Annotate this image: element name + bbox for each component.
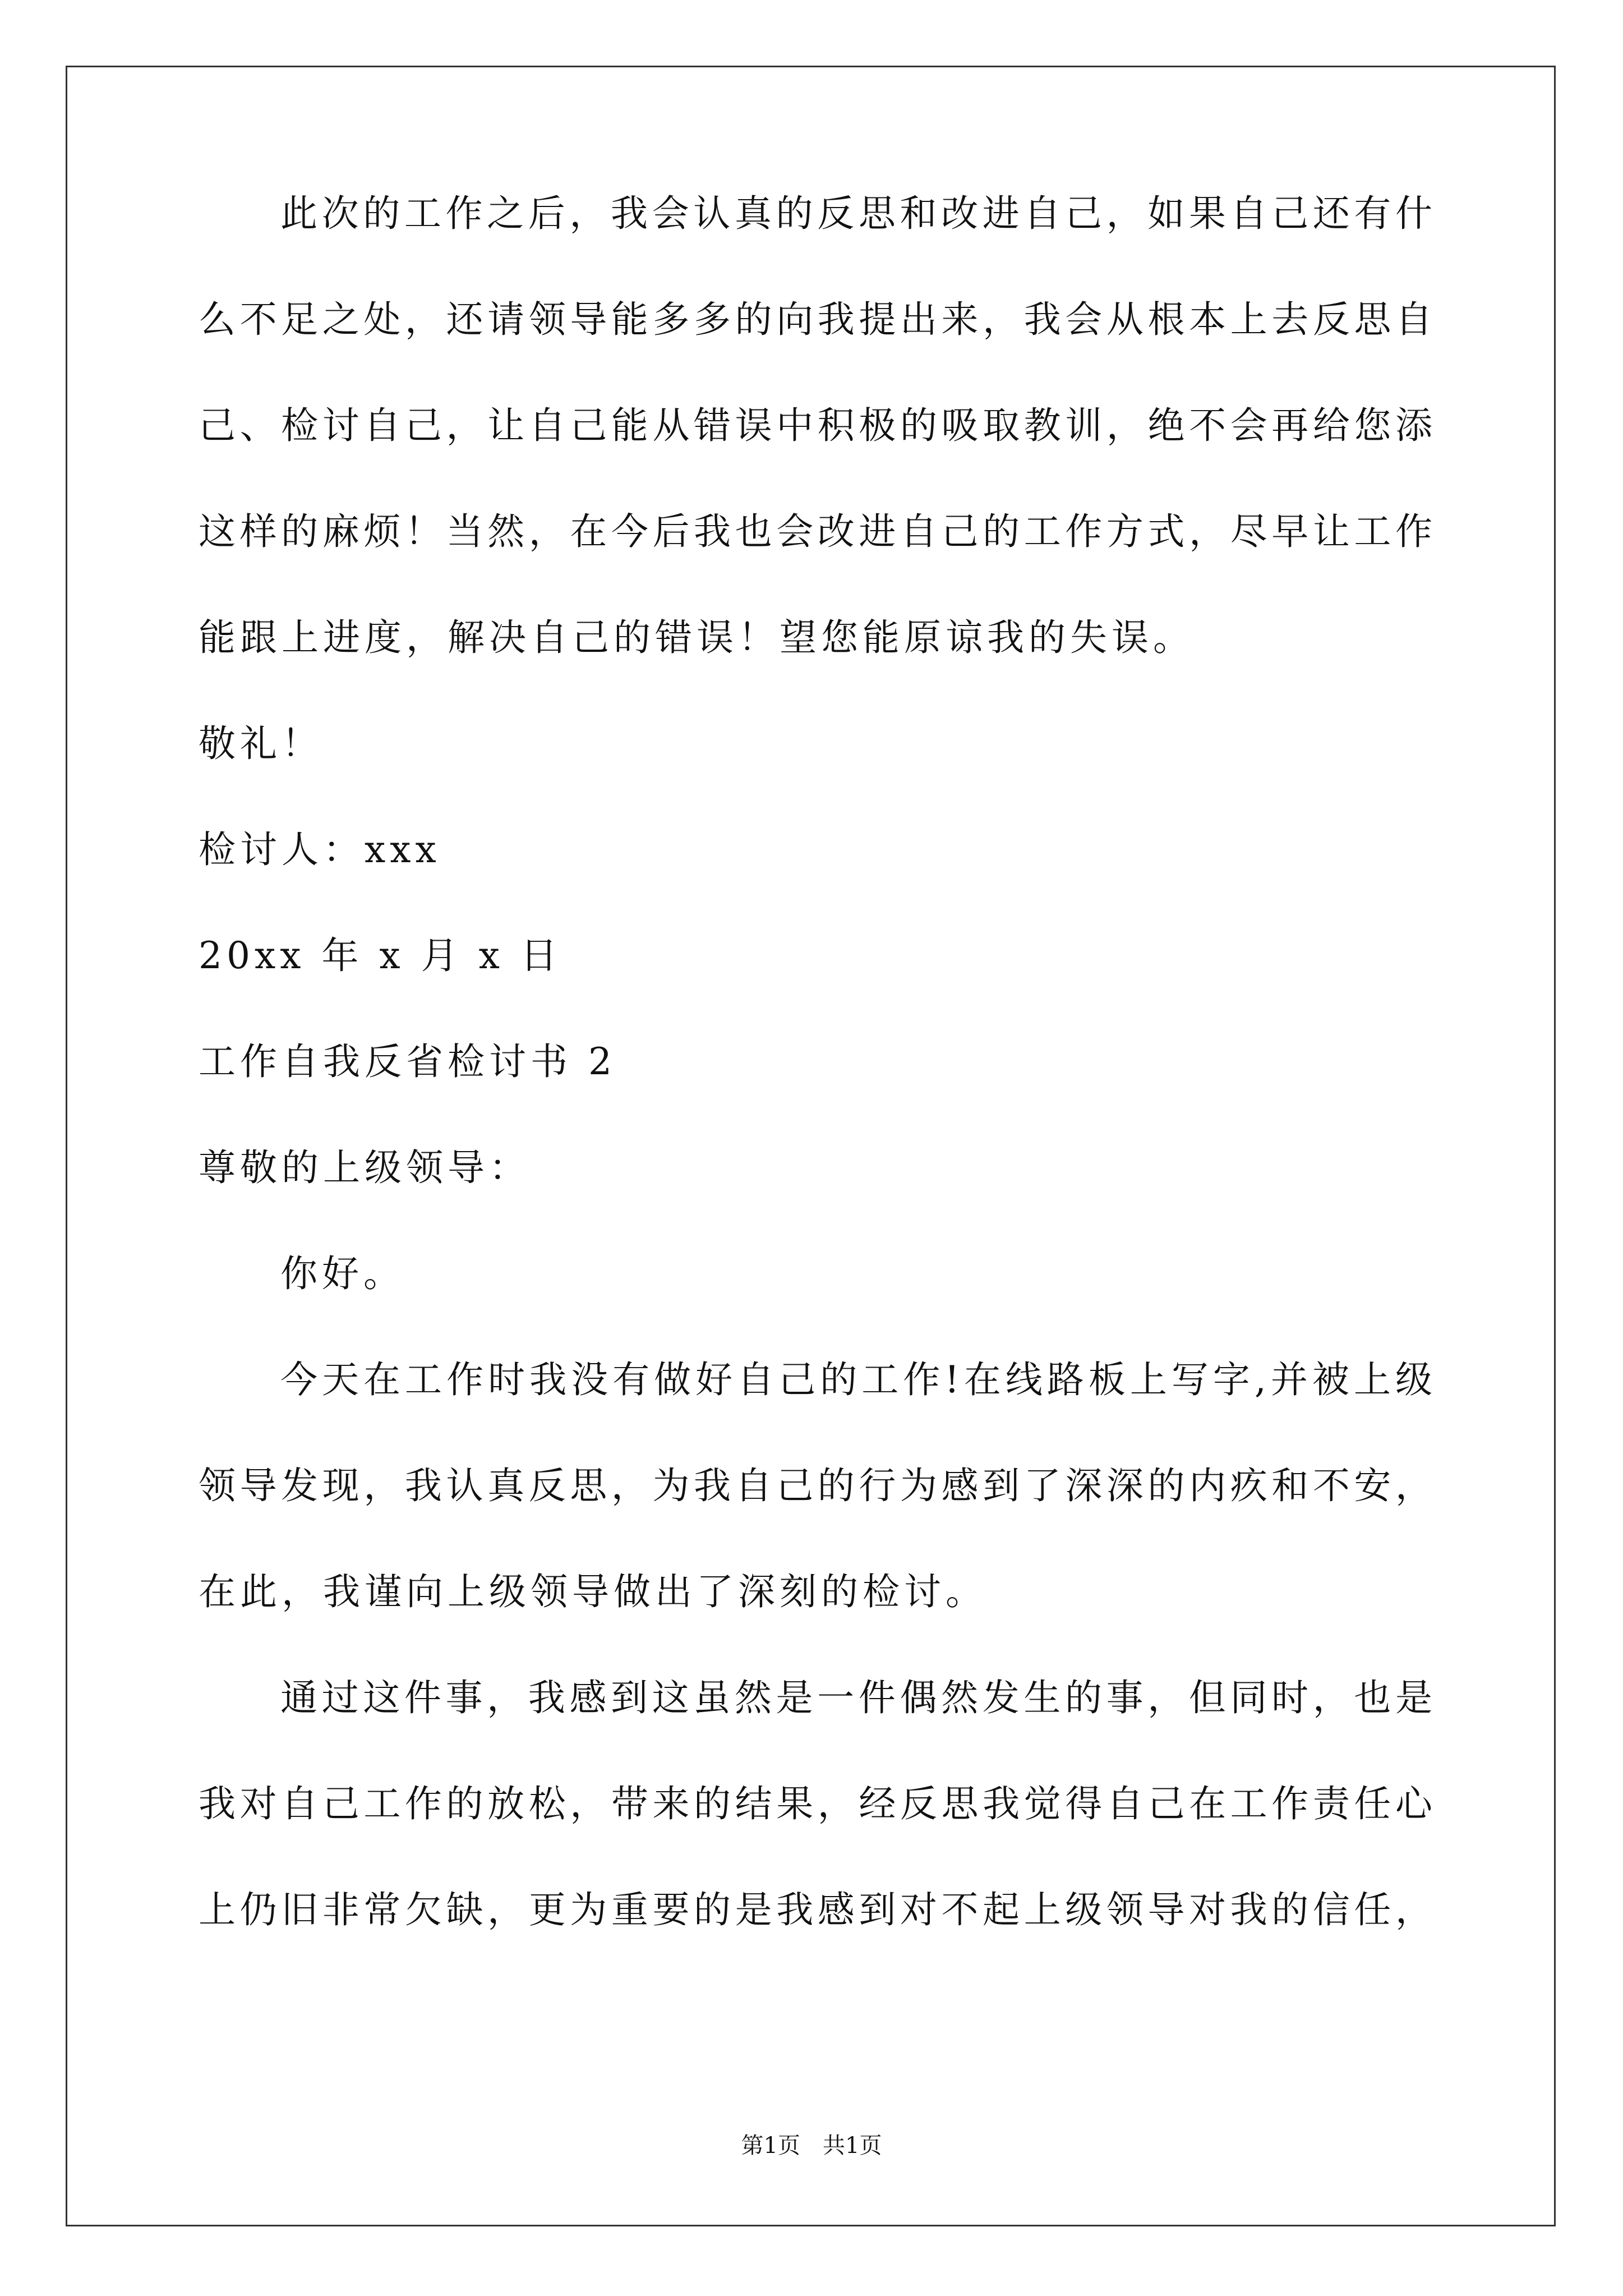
paragraph-line: 你好。 xyxy=(280,1252,405,1295)
paragraph-line: 此次的工作之后，我会认真的反思和改进自己，如果自己还有什 xyxy=(280,192,1432,235)
paragraph-line: 能跟上进度，解决自己的错误！望您能原谅我的失误。 xyxy=(199,616,1195,659)
signature-line: 检讨人：xxx xyxy=(199,828,441,871)
paragraph-line: 今天在工作时我没有做好自己的工作!在线路板上写字,并被上级 xyxy=(280,1358,1432,1401)
paragraph-line: 领导发现，我认真反思，为我自己的行为感到了深深的内疚和不安， xyxy=(199,1464,1432,1507)
section-title: 工作自我反省检讨书 2 xyxy=(199,1040,616,1083)
paragraph-line: 么不足之处，还请领导能多多的向我提出来，我会从根本上去反思自 xyxy=(199,298,1432,341)
paragraph-line: 在此，我谨向上级领导做出了深刻的检讨。 xyxy=(199,1570,987,1613)
closing-salutation: 敬礼！ xyxy=(199,722,323,765)
paragraph-line: 这样的麻烦！当然，在今后我也会改进自己的工作方式，尽早让工作 xyxy=(199,510,1432,553)
paragraph-line: 我对自己工作的放松，带来的结果，经反思我觉得自己在工作责任心 xyxy=(199,1782,1432,1825)
paragraph-line: 通过这件事，我感到这虽然是一件偶然发生的事，但同时，也是 xyxy=(280,1676,1432,1719)
paragraph-line: 己、检讨自己，让自己能从错误中积极的吸取教训，绝不会再给您添 xyxy=(199,404,1432,447)
paragraph-line: 上仍旧非常欠缺，更为重要的是我感到对不起上级领导对我的信任， xyxy=(199,1888,1432,1931)
page-number-footer: 第1页 共1页 xyxy=(741,2133,882,2159)
greeting-line: 尊敬的上级领导： xyxy=(199,1146,531,1189)
date-line: 20xx 年 x 月 x 日 xyxy=(199,934,562,977)
